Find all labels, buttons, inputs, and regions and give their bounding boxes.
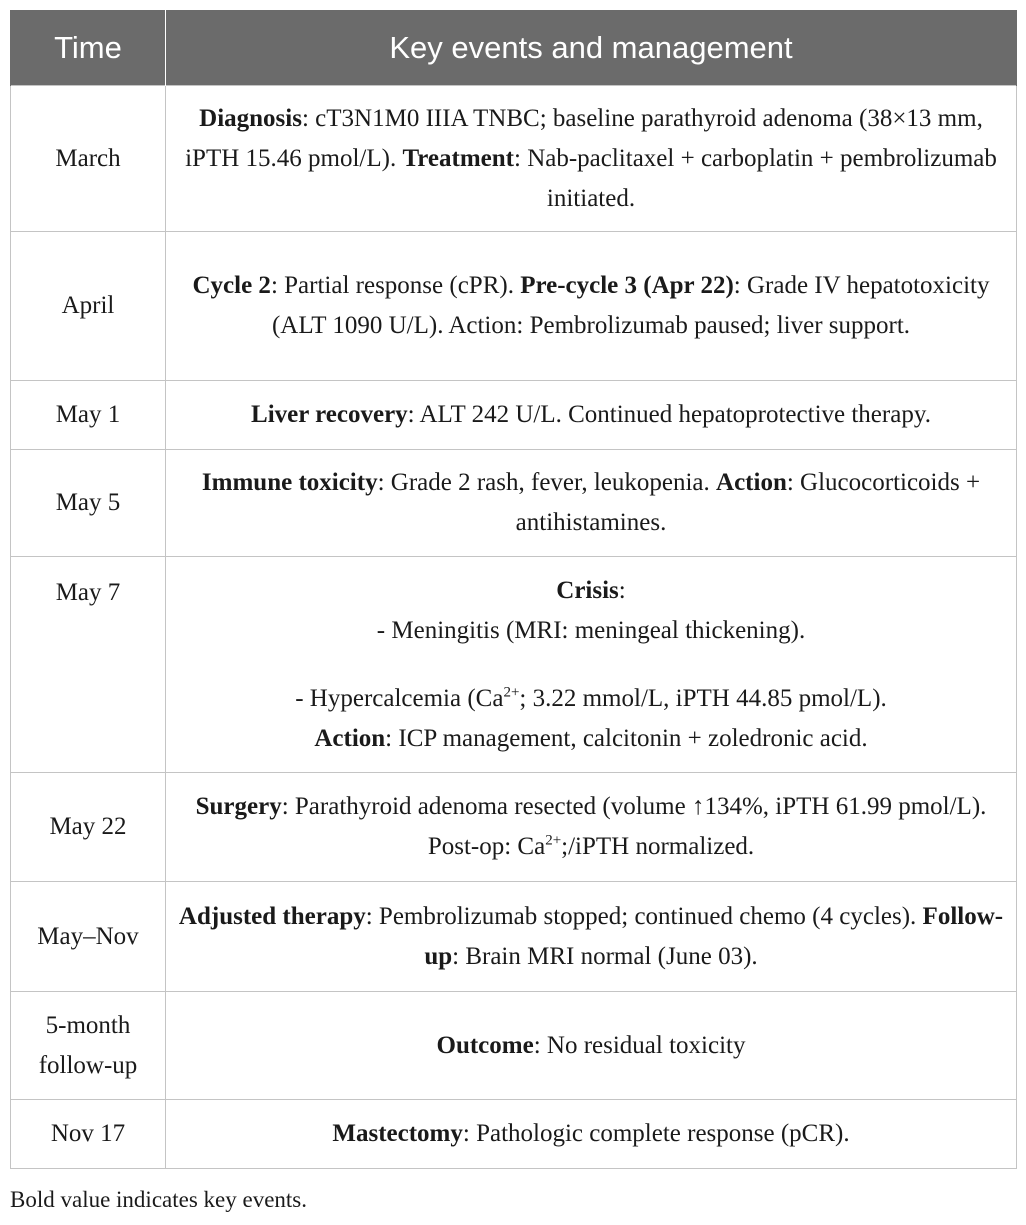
table-row bbox=[11, 450, 1017, 557]
time-cell: Nov 17 bbox=[11, 1100, 166, 1169]
event-cell bbox=[166, 86, 1017, 232]
event-label: Action bbox=[716, 469, 787, 496]
time-cell: May 5 bbox=[11, 450, 166, 557]
table-row bbox=[11, 381, 1017, 450]
event-label: Diagnosis bbox=[199, 104, 302, 132]
event-text: : Pembrolizumab stopped; continued chemo (4 cycles). bbox=[365, 902, 923, 930]
event-label: Adjusted therapy bbox=[178, 902, 366, 930]
event-text: : ALT 242 U/L. Continued hepatoprotective therapy. bbox=[407, 401, 931, 428]
event-text: : Pathologic complete response (pCR). bbox=[462, 1120, 850, 1147]
event-cell: Crisis: - Meningitis (MRI: meningeal thickening). - Hypercalcemia ($Ca^{2+}$; 3.22 mmol/L, iPTH 44.85 pmol/L). Action: ICP management, calcitonin + zoledronic acid. bbox=[166, 557, 1017, 773]
time-cell: May 1 bbox=[11, 381, 166, 450]
event-text: : ICP management, calcitonin + zoledronic acid. bbox=[385, 724, 868, 752]
time-cell: May–Nov bbox=[11, 882, 166, 992]
time-cell: May 22 bbox=[11, 773, 166, 882]
event-cell bbox=[166, 773, 1017, 882]
event-label: Action bbox=[314, 724, 386, 752]
time-cell: March bbox=[11, 86, 166, 232]
events-table bbox=[10, 10, 1017, 1169]
event-text: : Nab-paclitaxel + carboplatin + pembrolizumab initiated. bbox=[514, 144, 997, 212]
event-label: Mastectomy bbox=[332, 1120, 463, 1147]
time-cell: April bbox=[11, 232, 166, 381]
header-events: Key events and management bbox=[166, 10, 1017, 86]
event-label: Cycle 2 bbox=[192, 272, 271, 299]
event-label: Immune toxicity bbox=[201, 469, 378, 496]
crisis-title: Crisis bbox=[556, 576, 619, 604]
event-label: Pre-cycle 3 (Apr 22) bbox=[520, 272, 734, 299]
table-row bbox=[11, 1100, 1017, 1169]
crisis-hypercalcemia-values: ; 3.22 mmol/L, iPTH 44.85 pmol/L). bbox=[519, 684, 887, 712]
crisis-meningitis: - Meningitis (MRI: meningeal thickening). bbox=[376, 616, 806, 644]
header-row bbox=[11, 10, 1017, 86]
event-text: : Parathyroid adenoma resected (volume ↑134%, iPTH 61.99 pmol/L). Post-op: Ca bbox=[281, 793, 987, 860]
event-cell bbox=[166, 450, 1017, 557]
table-row bbox=[11, 773, 1017, 882]
table-row bbox=[11, 557, 1017, 773]
event-text: : Grade IV hepatotoxicity (ALT 1090 U/L). Action: Pembrolizumab paused; liver support. bbox=[271, 272, 990, 339]
event-cell bbox=[166, 882, 1017, 992]
table-row bbox=[11, 86, 1017, 232]
time-cell: 5-month follow-up bbox=[11, 992, 166, 1100]
event-cell bbox=[166, 1100, 1017, 1169]
event-label: Liver recovery bbox=[251, 401, 408, 428]
event-text: : Brain MRI normal (June 03). bbox=[452, 942, 758, 970]
event-cell bbox=[166, 381, 1017, 450]
table-row bbox=[11, 232, 1017, 381]
time-cell: May 7 bbox=[11, 557, 166, 773]
table-row bbox=[11, 882, 1017, 992]
event-text: : cT3N1M0 IIIA TNBC; baseline parathyroid adenoma (38×13 mm, iPTH 15.46 pmol/L). bbox=[185, 104, 983, 172]
event-label: Follow-up bbox=[424, 902, 1004, 970]
calcium-charge: 2+ bbox=[545, 832, 562, 849]
table-row bbox=[11, 992, 1017, 1100]
event-text: : Glucocorticoids + antihistamines. bbox=[515, 469, 981, 536]
table-footnote: Bold value indicates key events. bbox=[10, 1187, 308, 1212]
event-text: : Partial response (cPR). bbox=[270, 272, 521, 299]
event-text: : Grade 2 rash, fever, leukopenia. bbox=[377, 469, 717, 496]
event-text: ;/iPTH normalized. bbox=[561, 833, 755, 860]
calcium-charge: 2+ bbox=[503, 684, 520, 701]
header-time: Time bbox=[11, 10, 166, 86]
event-cell bbox=[166, 232, 1017, 381]
crisis-hypercalcemia: - Hypercalcemia (Ca bbox=[295, 684, 504, 712]
event-label: Outcome bbox=[436, 1031, 534, 1059]
event-label: Treatment bbox=[402, 144, 514, 172]
event-text: : No residual toxicity bbox=[533, 1031, 746, 1059]
event-cell bbox=[166, 992, 1017, 1100]
event-label: Surgery bbox=[195, 793, 282, 820]
